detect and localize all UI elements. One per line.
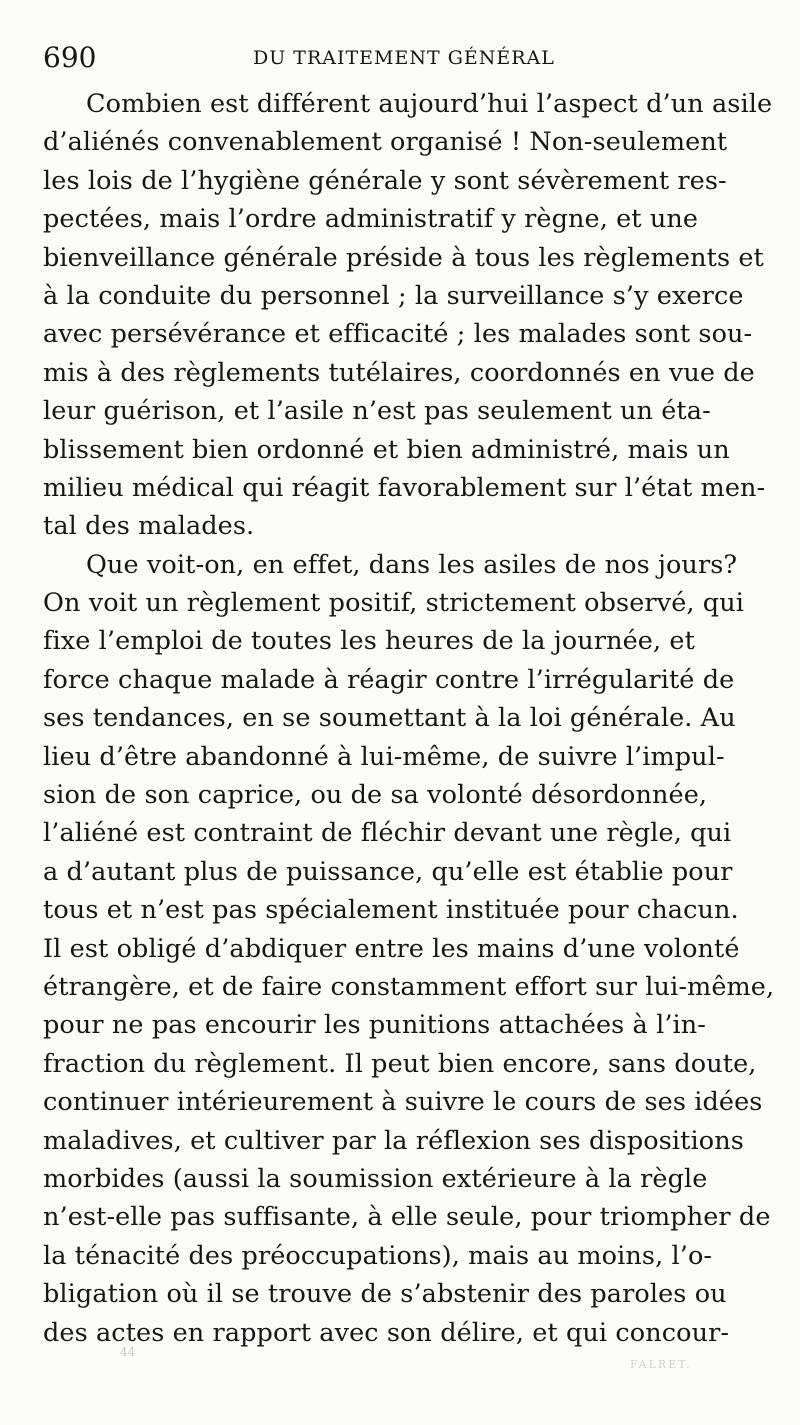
text-line: mis à des règlements tutélaires, coordonnés en vue de bbox=[43, 357, 755, 388]
text-line: pour ne pas encourir les punitions attachées à l’in- bbox=[43, 1010, 707, 1041]
text-line: continuer intérieurement à suivre le cours de ses idées bbox=[43, 1087, 763, 1118]
page-number: 690 bbox=[43, 41, 97, 74]
text-line: Que voit-on, en effet, dans les asiles de nos jours? bbox=[86, 549, 738, 580]
text-line: étrangère, et de faire constamment effort sur lui-même, bbox=[43, 971, 775, 1002]
signature-mark: 44 bbox=[120, 1345, 136, 1359]
text-line: l’aliéné est contraint de fléchir devant une règle, qui bbox=[43, 818, 732, 849]
text-line: force chaque malade à réagir contre l’irrégularité de bbox=[43, 664, 735, 695]
text-line: tous et n’est pas spécialement instituée pour chacun. bbox=[43, 895, 739, 926]
text-line: a d’autant plus de puissance, qu’elle est établie pour bbox=[43, 856, 733, 887]
text-line: fixe l’emploi de toutes les heures de la journée, et bbox=[43, 626, 695, 657]
text-line: fraction du règlement. Il peut bien encore, sans doute, bbox=[43, 1048, 757, 1079]
text-line: la ténacité des préoccupations), mais au moins, l’o- bbox=[43, 1240, 713, 1271]
running-head bbox=[43, 40, 763, 76]
text-line: blissement bien ordonné et bien administré, mais un bbox=[43, 434, 730, 465]
text-line: des actes en rapport avec son délire, et qui concour- bbox=[43, 1317, 730, 1348]
text-line: On voit un règlement positif, strictement observé, qui bbox=[43, 588, 745, 619]
printer-mark: FALRET. bbox=[630, 1358, 692, 1371]
text-line: maladives, et cultiver par la réflexion ses dispositions bbox=[43, 1125, 744, 1156]
text-line: lieu d’être abandonné à lui-même, de suivre l’impul- bbox=[43, 741, 725, 772]
text-line: d’aliénés convenablement organisé ! Non-seulement bbox=[43, 127, 728, 158]
text-line: morbides (aussi la soumission extérieure à la règle bbox=[43, 1163, 708, 1194]
text-line: bligation où il se trouve de s’abstenir des paroles ou bbox=[43, 1279, 727, 1310]
text-line: avec persévérance et efficacité ; les malades sont sou- bbox=[43, 319, 753, 350]
text-line: sion de son caprice, ou de sa volonté désordonnée, bbox=[43, 780, 708, 811]
text-line: les lois de l’hygiène générale y sont sévèrement res- bbox=[43, 165, 727, 196]
body-text bbox=[43, 85, 780, 1352]
text-line: ses tendances, en se soumettant à la loi générale. Au bbox=[43, 703, 736, 734]
text-line: tal des malades. bbox=[43, 511, 255, 542]
text-line: pectées, mais l’ordre administratif y règne, et une bbox=[43, 204, 699, 235]
text-line: milieu médical qui réagit favorablement sur l’état men- bbox=[43, 472, 766, 503]
running-title: DU TRAITEMENT GÉNÉRAL bbox=[253, 47, 555, 69]
text-line: Il est obligé d’abdiquer entre les mains d’une volonté bbox=[43, 933, 740, 964]
text-line: n’est-elle pas suffisante, à elle seule, pour triompher de bbox=[43, 1202, 771, 1233]
text-line: à la conduite du personnel ; la surveillance s’y exerce bbox=[43, 280, 744, 311]
text-line: leur guérison, et l’asile n’est pas seulement un éta- bbox=[43, 396, 711, 427]
text-line: Combien est différent aujourd’hui l’aspect d’un asile bbox=[86, 89, 773, 119]
text-line: bienveillance générale préside à tous les règlements et bbox=[43, 242, 764, 273]
